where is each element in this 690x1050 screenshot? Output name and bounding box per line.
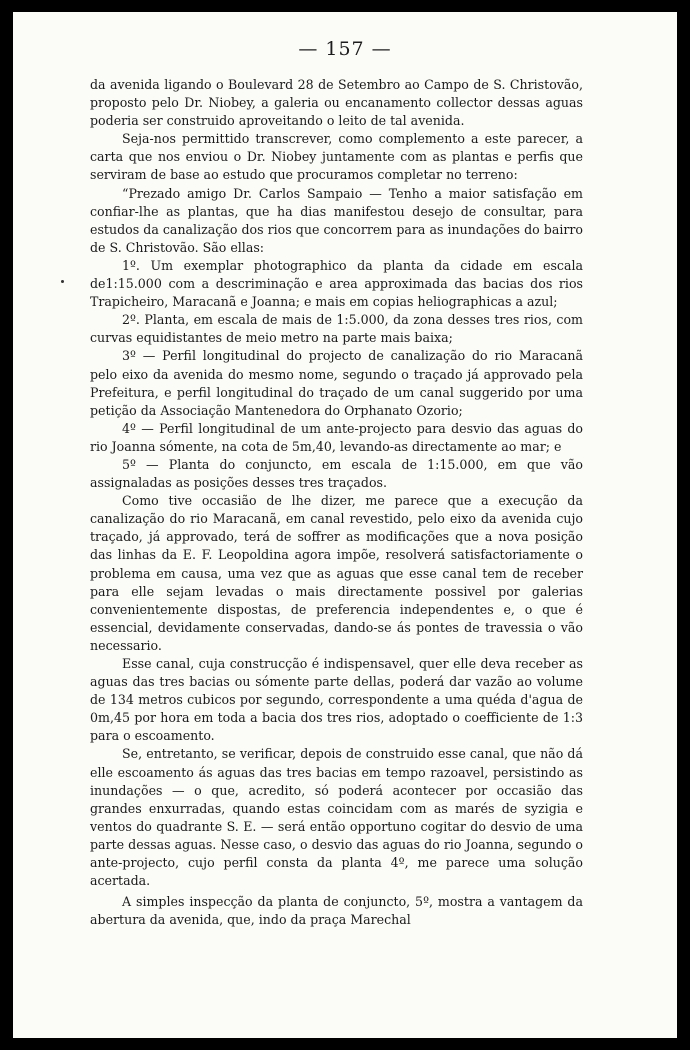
page-number: — 157 — <box>298 38 392 60</box>
paragraph-5: Se, entretanto, se verificar, depois de construido esse canal, que não dá elle escoamento ás aguas das tres bacias em tempo razoavel, persistindo as inundações — o que, acredito, só poderá acontecer por occasião das grandes enxurradas, quando estas coincidam com as marés de syzigia e ventos do quadrante S. E. — será então opportuno cogitar do desvio de uma parte dessas aguas. Nesse caso, o desvio das aguas do rio Joanna, segundo o ante-projecto, cujo perfil consta da planta 4º, me parece uma solução acertada. <box>90 746 583 889</box>
paragraph-item-3: 3º — Perfil longitudinal do projecto de canalização do rio Maracanã pelo eixo da avenida do mesmo nome, segundo o traçado já approvado pela Prefeitura, e perfil longitudinal do traçado de um canal suggerido por uma petição da Associação Mantenedora do Orphanato Ozorio; <box>90 348 583 418</box>
paragraph-item-1: 1º. Um exemplar photographico da planta da cidade em escala de1:15.000 com a descriminação e area approximada das bacias dos rios Trapicheiro, Maracanã e Joanna; e mais em copias heliographicas a azul; <box>90 257 583 310</box>
paragraph-2: Seja-nos permittido transcrever, como complemento a este parecer, a carta que nos enviou o Dr. Niobey juntamente com as plantas e perfis que serviram de base ao estudo que procuramos completar no terreno: <box>90 131 583 183</box>
paragraph-item-5: 5º — Planta do conjuncto, em escala de 1:15.000, em que vão assignaladas as posições desses tres traçados. <box>90 456 583 491</box>
scanned-page <box>13 12 677 1038</box>
page-body <box>90 76 583 929</box>
paragraph-item-2: 2º. Planta, em escala de mais de 1:5.000, da zona desses tres rios, com curvas equidistantes de meio metro na parte mais baixa; <box>90 312 583 346</box>
paragraph-4: Esse canal, cuja construcção é indispensavel, quer elle deva receber as aguas das tres bacias ou sómente parte dellas, poderá dar vazão ao volume de 134 metros cubicos por segundo, correspondente a uma quéda d'agua de 0m,45 por hora em toda a bacia dos tres rios, adoptado o coefficiente de 1:3 para o escoamento. <box>90 656 583 744</box>
paragraph-letter-quote: “Prezado amigo Dr. Carlos Sampaio — Tenho a maior satisfação em confiar-lhe as plantas, que ha dias manifestou desejo de consultar, para estudos da canalização dos rios que concorrem para as inundações do bairro de S. Christovão. São ellas: <box>90 185 583 255</box>
paragraph-1: da avenida ligando o Boulevard 28 de Setembro ao Campo de S. Christovão, proposto pelo Dr. Niobey, a galeria ou encanamento collector dessas aguas poderia ser construido aproveitando o leito de tal avenida. <box>90 77 583 129</box>
paragraph-3: Como tive occasião de lhe dizer, me parece que a execução da canalização do rio Maracanã, em canal revestido, pelo eixo da avenida cujo traçado, já approvado, terá de soffrer as modificações que a nova posição das linhas da E. F. Leopoldina agora impõe, resolverá satisfactoriamente o problema em causa, uma vez que as aguas que esse canal tem de receber para elle sejam levadas o mais directamente possivel por galerias convenientemente dispostas, de preferencia independentes e, o que é essencial, devidamente conservadas, dando-se ás pontes de travessia o vão necessario. <box>90 493 583 653</box>
paragraph-item-4: 4º — Perfil longitudinal de um ante-projecto para desvio das aguas do rio Joanna sómente, na cota de 5m,40, levando-as directamente ao mar; e <box>90 420 583 454</box>
paragraph-6: A simples inspecção da planta de conjuncto, 5º, mostra a vantagem da abertura da avenida, que, indo da praça Marechal <box>90 894 583 928</box>
margin-dot <box>61 280 64 283</box>
